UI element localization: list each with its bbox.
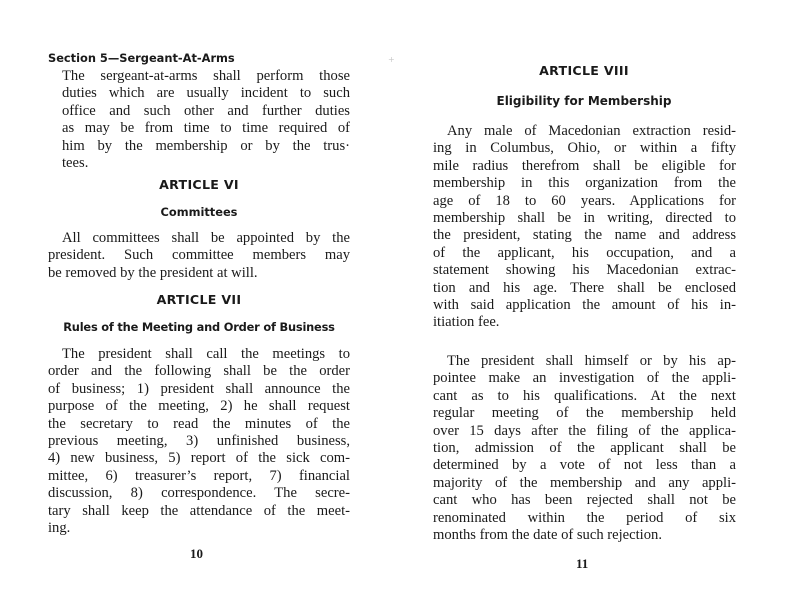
text-line: ing in Columbus, Ohio, or within a fifty	[433, 140, 736, 157]
text-line: of business; 1) president shall announce the	[48, 380, 350, 397]
text-line: months from the date of such rejection.	[433, 526, 662, 543]
text-line: president. Such committee members may	[48, 247, 350, 264]
text-line: office and such other and further duties	[62, 102, 350, 119]
text-line: be removed by the president at will.	[48, 264, 258, 281]
text-line: Any male of Macedonian extraction resid-	[447, 123, 736, 139]
text-line: majority of the membership and any appli-	[433, 474, 736, 491]
text-line: itiation fee.	[433, 314, 500, 331]
text-line: ing.	[48, 519, 71, 536]
text-line: tion, admission of the applicant shall be	[433, 439, 736, 456]
text-line: regular meeting of the membership held	[433, 405, 736, 422]
text-line: cant who has been rejected shall not be	[433, 492, 736, 509]
text-line: tary shall keep the attendance of the meet-	[48, 502, 350, 519]
article-8-paragraph-2	[433, 353, 736, 544]
article-8-heading: ARTICLE VIII	[539, 63, 629, 78]
article-8-subheading: Eligibility for Membership	[496, 94, 672, 108]
article-7-subheading: Rules of the Meeting and Order of Business	[63, 320, 335, 334]
text-line: statement showing his Macedonian extrac-	[433, 262, 736, 279]
text-line: as may be from time to time required of	[62, 120, 350, 137]
text-line: duties which are usually incident to such	[62, 85, 350, 102]
text-line: tees.	[62, 154, 89, 171]
text-line: cant as to his qualifications. At the next	[433, 387, 736, 404]
text-line: over 15 days after the filing of the applica-	[433, 422, 736, 439]
article-7-body	[48, 346, 350, 537]
article-6-heading: ARTICLE VI	[159, 177, 239, 192]
text-line: 4) new business, 5) report of the sick com-	[48, 450, 350, 467]
text-line: purpose of the meeting, 2) he shall request	[48, 398, 350, 415]
text-line: The sergeant-at-arms shall perform those	[62, 68, 350, 84]
text-line: tion and his age. There shall be enclosed	[433, 279, 736, 296]
article-8-paragraph-1	[433, 123, 736, 332]
text-line: mittee, 6) treasurer’s report, 7) financial	[48, 467, 350, 484]
text-line: order and the following shall be the order	[48, 363, 350, 380]
text-line: with said application the amount of his in-	[433, 296, 736, 313]
text-line: determined by a vote of not less than a	[433, 457, 736, 474]
page-number: 11	[576, 556, 589, 571]
text-line: The president shall himself or by his ap-	[447, 353, 736, 369]
page-number: 10	[190, 546, 203, 561]
text-line: membership in this organization from the	[433, 175, 736, 192]
page-11	[396, 0, 792, 612]
text-line: previous meeting, 3) unfinished business,	[48, 432, 350, 449]
text-line: mile radius therefrom shall be eligible for	[433, 157, 736, 174]
text-line: The president shall call the meetings to	[62, 346, 350, 362]
article-6-subheading: Committees	[160, 205, 238, 219]
text-line: the president, stating the name and address	[433, 227, 736, 244]
text-line: age of 18 to 60 years. Applications for	[433, 192, 736, 209]
section-5-body	[62, 68, 350, 172]
section-5-heading: Section 5—Sergeant-At-Arms	[48, 51, 235, 65]
text-line: pointee make an investigation of the appli-	[433, 370, 736, 387]
gutter-crop-mark: +	[388, 55, 395, 64]
text-line: the secretary to read the minutes of the	[48, 415, 350, 432]
text-line: him by the membership or by the trus·	[62, 137, 350, 154]
text-line: All committees shall be appointed by the	[62, 230, 350, 246]
article-7-heading: ARTICLE VII	[156, 292, 242, 307]
article-6-body	[48, 230, 350, 282]
text-line: discussion, 8) correspondence. The secre-	[48, 485, 350, 502]
text-line: of the applicant, his occupation, and a	[433, 244, 736, 261]
text-line: renominated within the period of six	[433, 509, 736, 526]
text-line: membership shall be in writing, directed to	[433, 209, 736, 226]
